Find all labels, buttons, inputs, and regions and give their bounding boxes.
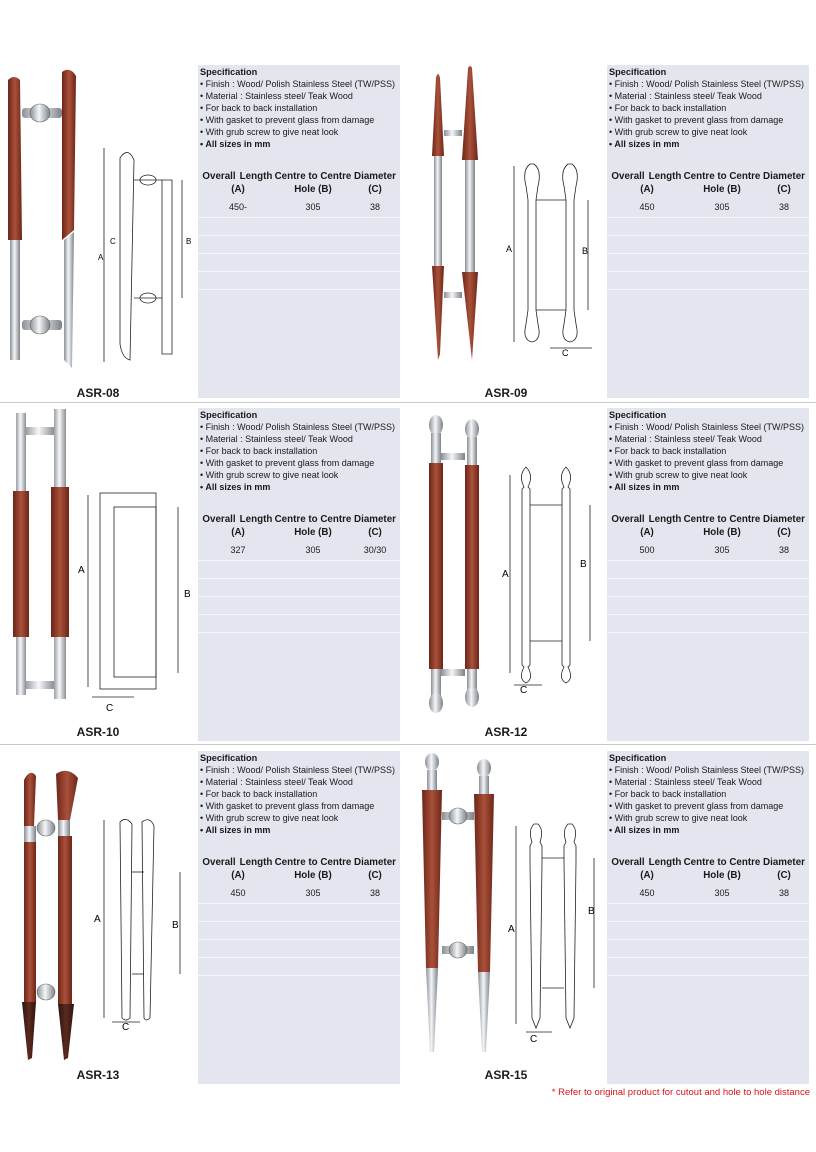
spec-title: Specification: [200, 410, 258, 420]
header-overall: Overall: [611, 171, 645, 182]
value-c: 38: [778, 888, 789, 898]
dim-label-c: C: [530, 1034, 538, 1044]
header-diameter-unit: (C): [368, 870, 382, 881]
technical-drawing: [500, 463, 616, 693]
spec-list: [200, 765, 395, 836]
spec-title: Specification: [609, 753, 667, 763]
product-photo: [416, 752, 506, 1056]
technical-drawing: [92, 816, 200, 1032]
spec-item: • With gasket to prevent glass from damage: [200, 457, 375, 468]
dim-label-b: B: [580, 559, 587, 570]
header-length: Length: [648, 171, 682, 182]
header-cc-unit: Hole (B): [294, 184, 332, 195]
dim-label-b: B: [582, 246, 589, 256]
header-cc-unit: Hole (B): [703, 870, 741, 881]
header-cc: Centre to Centre: [274, 514, 352, 525]
spec-item: • All sizes in mm: [200, 824, 271, 835]
spec-list: [609, 765, 804, 836]
header-diameter: Diameter: [763, 857, 805, 868]
spec-item: • With gasket to prevent glass from damage: [609, 800, 784, 811]
spec-item: • Finish : Wood/ Polish Stainless Steel (TW/PSS): [609, 765, 805, 775]
value-b: 305: [305, 545, 321, 555]
product-photo: [10, 407, 80, 703]
value-b: 305: [305, 202, 321, 212]
product-code: ASR-10: [76, 725, 120, 739]
value-a: 450: [639, 888, 655, 898]
header-overall-unit: (A): [640, 184, 654, 195]
spec-panel: [198, 65, 400, 398]
technical-drawing: [74, 491, 198, 713]
header-cc: Centre to Centre: [274, 857, 352, 868]
spec-item: • All sizes in mm: [609, 138, 680, 149]
dim-label-c: C: [110, 237, 116, 246]
spec-item: • Material : Stainless steel/ Teak Wood: [609, 433, 762, 444]
spec-item: • Material : Stainless steel/ Teak Wood: [609, 776, 762, 787]
header-diameter: Diameter: [354, 857, 396, 868]
spec-item: • All sizes in mm: [200, 138, 271, 149]
spec-item: • Finish : Wood/ Polish Stainless Steel (TW/PSS): [200, 79, 396, 89]
spec-item: • With grub screw to give neat look: [609, 812, 748, 823]
header-length: Length: [648, 514, 682, 525]
header-diameter-unit: (C): [777, 870, 791, 881]
value-c: 30/30: [363, 545, 387, 555]
spec-item: • With grub screw to give neat look: [609, 126, 748, 137]
header-diameter-unit: (C): [368, 184, 382, 195]
header-overall-unit: (A): [640, 527, 654, 538]
spec-item: • Material : Stainless steel/ Teak Wood: [200, 433, 353, 444]
value-a: 450-: [228, 202, 247, 212]
dim-label-a: A: [98, 253, 104, 262]
spec-panel: [607, 408, 809, 741]
header-diameter: Diameter: [763, 171, 805, 182]
value-b: 305: [714, 202, 730, 212]
dim-label-c: C: [106, 703, 114, 713]
dim-label-a: A: [94, 914, 101, 925]
header-overall-unit: (A): [231, 184, 245, 195]
spec-item: • With grub screw to give neat look: [200, 126, 339, 137]
value-b: 305: [714, 545, 730, 555]
spec-list: [200, 422, 395, 493]
spec-title: Specification: [200, 67, 258, 77]
spec-list: [609, 422, 804, 493]
spec-item: • With gasket to prevent glass from damage: [200, 114, 375, 125]
spec-item: • With gasket to prevent glass from damage: [200, 800, 375, 811]
header-overall: Overall: [202, 857, 236, 868]
product-asr-09: [408, 60, 816, 400]
value-c: 38: [778, 545, 789, 555]
header-length: Length: [648, 857, 682, 868]
header-overall-unit: (A): [640, 870, 654, 881]
dim-label-b: B: [186, 237, 192, 246]
spec-item: • With gasket to prevent glass from damage: [609, 457, 784, 468]
dim-label-b: B: [588, 906, 595, 917]
value-a: 450: [230, 888, 246, 898]
value-c: 38: [778, 202, 789, 212]
header-overall-unit: (A): [231, 527, 245, 538]
product-photo: [422, 411, 498, 717]
product-asr-15: [408, 746, 816, 1086]
value-a: 327: [230, 545, 246, 555]
spec-item: • Finish : Wood/ Polish Stainless Steel (TW/PSS): [609, 79, 805, 89]
product-asr-10: [0, 403, 408, 743]
spec-item: • Material : Stainless steel/ Teak Wood: [200, 90, 353, 101]
product-asr-13: [0, 746, 408, 1086]
header-cc-unit: Hole (B): [703, 527, 741, 538]
spec-panel: [198, 408, 400, 741]
technical-drawing: [92, 144, 196, 366]
header-length: Length: [239, 171, 273, 182]
dim-label-a: A: [502, 569, 509, 580]
product-photo: [424, 64, 494, 368]
value-a: 450: [639, 202, 655, 212]
product-photo: [0, 60, 100, 380]
header-cc-unit: Hole (B): [294, 527, 332, 538]
spec-title: Specification: [609, 410, 667, 420]
spec-item: • For back to back installation: [200, 445, 318, 456]
spec-title: Specification: [609, 67, 667, 77]
spec-item: • Material : Stainless steel/ Teak Wood: [609, 90, 762, 101]
header-diameter-unit: (C): [777, 527, 791, 538]
spec-item: • Material : Stainless steel/ Teak Wood: [200, 776, 353, 787]
header-length: Length: [239, 857, 273, 868]
spec-item: • For back to back installation: [609, 102, 727, 113]
dim-label-a: A: [506, 244, 513, 254]
spec-panel: [198, 751, 400, 1084]
value-a: 500: [639, 545, 655, 555]
spec-item: • With grub screw to give neat look: [609, 469, 748, 480]
spec-item: • For back to back installation: [609, 788, 727, 799]
dim-label-c: C: [562, 348, 569, 358]
spec-item: • With grub screw to give neat look: [200, 469, 339, 480]
footer-note: * Refer to original product for cutout and hole to hole distance: [551, 1087, 810, 1098]
header-cc: Centre to Centre: [683, 171, 761, 182]
dim-label-c: C: [122, 1022, 130, 1032]
header-diameter-unit: (C): [777, 184, 791, 195]
spec-panel: [607, 751, 809, 1084]
spec-item: • Finish : Wood/ Polish Stainless Steel (TW/PSS): [200, 422, 396, 432]
spec-panel: [607, 65, 809, 398]
spec-list: [609, 79, 804, 150]
spec-item: • For back to back installation: [609, 445, 727, 456]
value-b: 305: [305, 888, 321, 898]
header-overall: Overall: [202, 171, 236, 182]
header-cc-unit: Hole (B): [703, 184, 741, 195]
header-overall: Overall: [611, 857, 645, 868]
product-asr-08: [0, 60, 408, 400]
product-code: ASR-12: [484, 725, 528, 739]
spec-item: • With grub screw to give neat look: [200, 812, 339, 823]
product-code: ASR-09: [484, 386, 528, 400]
spec-item: • All sizes in mm: [200, 481, 271, 492]
value-b: 305: [714, 888, 730, 898]
spec-item: • Finish : Wood/ Polish Stainless Steel (TW/PSS): [609, 422, 805, 432]
technical-drawing: [504, 822, 608, 1044]
header-cc: Centre to Centre: [683, 514, 761, 525]
header-diameter-unit: (C): [368, 527, 382, 538]
header-cc: Centre to Centre: [274, 171, 352, 182]
product-asr-12: [408, 403, 816, 743]
dim-label-a: A: [508, 924, 515, 935]
spec-item: • With gasket to prevent glass from damage: [609, 114, 784, 125]
value-c: 38: [369, 888, 380, 898]
dim-label-b: B: [172, 920, 179, 931]
section-divider: [0, 744, 816, 745]
header-diameter: Diameter: [354, 171, 396, 182]
header-cc-unit: Hole (B): [294, 870, 332, 881]
technical-drawing: [504, 160, 614, 360]
header-overall: Overall: [611, 514, 645, 525]
header-overall-unit: (A): [231, 870, 245, 881]
product-photo: [16, 766, 86, 1064]
spec-item: • All sizes in mm: [609, 481, 680, 492]
header-length: Length: [239, 514, 273, 525]
spec-title: Specification: [200, 753, 258, 763]
header-overall: Overall: [202, 514, 236, 525]
spec-item: • Finish : Wood/ Polish Stainless Steel (TW/PSS): [200, 765, 396, 775]
product-code: ASR-13: [76, 1068, 120, 1082]
value-c: 38: [369, 202, 380, 212]
spec-list: [200, 79, 395, 150]
spec-item: • All sizes in mm: [609, 824, 680, 835]
spec-item: • For back to back installation: [200, 102, 318, 113]
header-cc: Centre to Centre: [683, 857, 761, 868]
dim-label-b: B: [184, 589, 191, 600]
dim-label-c: C: [520, 685, 528, 693]
spec-item: • For back to back installation: [200, 788, 318, 799]
product-code: ASR-08: [76, 386, 120, 400]
dim-label-a: A: [78, 565, 85, 576]
header-diameter: Diameter: [763, 514, 805, 525]
header-diameter: Diameter: [354, 514, 396, 525]
product-code: ASR-15: [484, 1068, 528, 1082]
